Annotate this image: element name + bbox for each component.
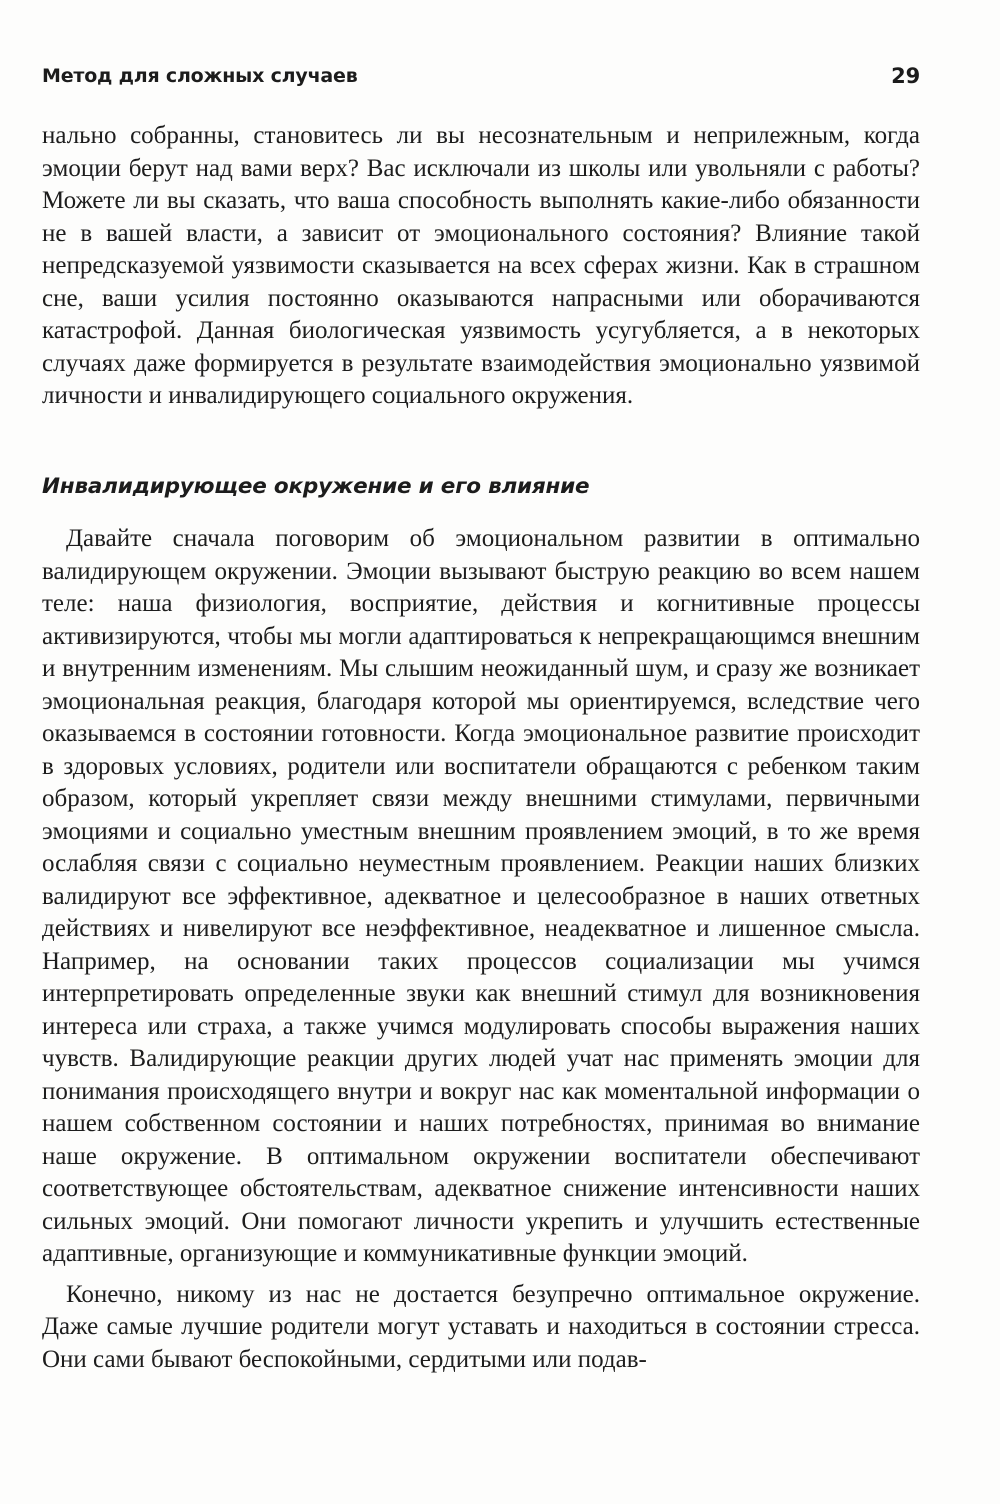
section-body bbox=[42, 523, 920, 1376]
continued-paragraph: нально собранны, становитесь ли вы несознательным и неприлежным, когда эмоции берут над вами верх? Вас исключали из школы или увольняли с работы? Можете ли вы сказать, что ваша способность выполнять какие-либо обязанности не в вашей власти, а зависит от эмоционального состояния? Влияние такой непредсказуемой уязвимости сказывается на всех сферах жизни. Как в страшном сне, ваши усилия постоянно оказываются напрасными или оборачиваются катастрофой. Данная биологическая уязвимость усугубляется, а в некоторых случаях даже формируется в результате взаимодействия эмоционально уязвимой личности и инвалидирующего социального окружения. bbox=[42, 122, 920, 409]
section-paragraph-2: Конечно, никому из нас не достается безупречно оптимальное окружение. Даже самые лучшие родители могут уставать и находиться в состоянии стресса. Они сами бывают беспокойными, сердитыми или подав- bbox=[42, 1280, 920, 1373]
continued-paragraph-block bbox=[42, 120, 920, 413]
section-heading: Инвалидирующее окружение и его влияние bbox=[42, 474, 590, 499]
running-head bbox=[42, 58, 920, 94]
page-number: 29 bbox=[891, 64, 920, 88]
section-paragraph-1: Давайте сначала поговорим об эмоциональном развитии в оптимально валидирующем окружении. Эмоции вызывают быструю реакцию во всем нашем теле: наша физиология, восприятие, действия и когнитивные процессы активизируются, чтобы мы могли адаптироваться к непрекращающимся внешним и внутренним изменениям. Мы слышим неожиданный шум, и сразу же возникает эмоциональная реакция, благодаря которой мы ориентируемся, вследствие чего оказываемся в состоянии готовности. Когда эмоциональное развитие происходит в здоровых условиях, родители или воспитатели обращаются с ребенком таким образом, который укрепляет связи между внешними стимулами, первичными эмоциями и социально уместным внешним проявлением эмоций, в то же время ослабляя связи с социально неуместным проявлением. Реакции наших близких валидируют все эффективное, адекватное и целесообразное в наших ответных действиях и нивелируют все неэффективное, неадекватное и лишенное смысла. Например, на основании таких процессов социализации мы учимся интерпретировать определенные звуки как внешний стимул для возникновения интереса или страха, а также учимся модулировать способы выражения наших чувств. Валидирующие реакции других людей учат нас применять эмоции для понимания происходящего внутри и вокруг нас как моментальной информации о нашем собственном состоянии и наших потребностях, принимая во внимание наше окружение. В оптимальном окружении воспитатели обеспечивают соответствующее обстоятельствам, адекватное снижение интенсивности наших сильных эмоций. Они помогают личности укрепить и улучшить естественные адаптивные, организующие и коммуникативные функции эмоций. bbox=[42, 525, 920, 1267]
running-head-title: Метод для сложных случаев bbox=[42, 65, 358, 87]
